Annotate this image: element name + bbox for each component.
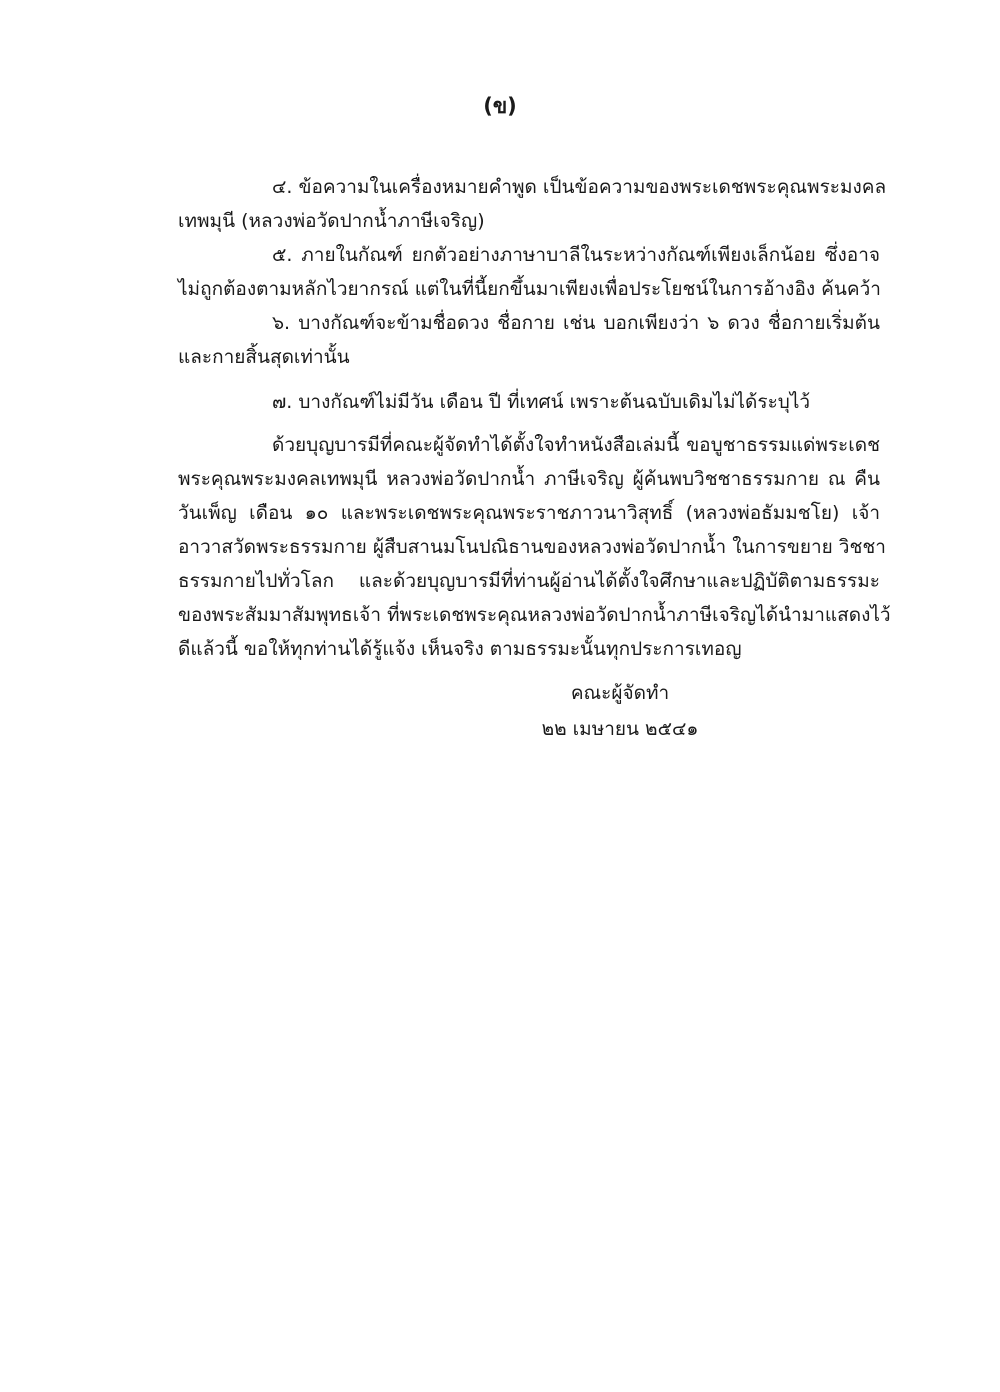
dedication-line-4: อาวาสวัดพระธรรมกาย ผู้สืบสานมโนปณิธานของหลวงพ่อวัดปากน้ำ ในการขยาย วิชชา: [178, 536, 886, 558]
note-5-line-2: ไม่ถูกต้องตามหลักไวยากรณ์ แต่ในที่นี้ยกขึ้นมาเพียงเพื่อประโยชน์ในการอ้างอิง ค้นคว้า: [178, 278, 881, 300]
note-4-line-1: ๔. ข้อความในเครื่องหมายคำพูด เป็นข้อความของพระเดชพระคุณพระมงคล: [272, 176, 887, 198]
dedication-line-7: ดีแล้วนี้ ขอให้ทุกท่านได้รู้แจ้ง เห็นจริง ตามธรรมะนั้นทุกประการเทอญ: [178, 638, 742, 660]
note-5-line-1: ๕. ภายในกัณฑ์ ยกตัวอย่างภาษาบาลีในระหว่างกัณฑ์เพียงเล็กน้อย ซึ่งอาจ: [272, 244, 880, 266]
signature-author: คณะผู้จัดทำ: [570, 682, 670, 704]
note-6-line-1: ๖. บางกัณฑ์จะข้ามชื่อดวง ชื่อกาย เช่น บอกเพียงว่า ๖ ดวง ชื่อกายเริ่มต้น: [272, 312, 880, 334]
page-number: (ข): [483, 94, 517, 118]
dedication-line-5: ธรรมกายไปทั่วโลก และด้วยบุญบารมีที่ท่านผู้อ่านได้ตั้งใจศึกษาและปฏิบัติตามธรรมะ: [178, 570, 880, 592]
dedication-line-2: พระคุณพระมงคลเทพมุนี หลวงพ่อวัดปากน้ำ ภาษีเจริญ ผู้ค้นพบวิชชาธรรมกาย ณ คืน: [178, 468, 880, 490]
signature-date: ๒๒ เมษายน ๒๕๔๑: [541, 718, 699, 740]
dedication-line-6: ของพระสัมมาสัมพุทธเจ้า ที่พระเดชพระคุณหลวงพ่อวัดปากน้ำภาษีเจริญได้นำมาแสดงไว้: [178, 604, 891, 626]
dedication-line-1: ด้วยบุญบารมีที่คณะผู้จัดทำได้ตั้งใจทำหนังสือเล่มนี้ ขอบูชาธรรมแด่พระเดช: [272, 434, 880, 456]
note-7-line-1: ๗. บางกัณฑ์ไม่มีวัน เดือน ปี ที่เทศน์ เพราะต้นฉบับเดิมไม่ได้ระบุไว้: [272, 391, 811, 413]
note-6-line-2: และกายสิ้นสุดเท่านั้น: [178, 346, 350, 368]
note-4-line-2: เทพมุนี (หลวงพ่อวัดปากน้ำภาษีเจริญ): [178, 210, 485, 232]
dedication-line-3: วันเพ็ญ เดือน ๑๐ และพระเดชพระคุณพระราชภาวนาวิสุทธิ์ (หลวงพ่อธัมมชโย) เจ้า: [178, 502, 880, 524]
